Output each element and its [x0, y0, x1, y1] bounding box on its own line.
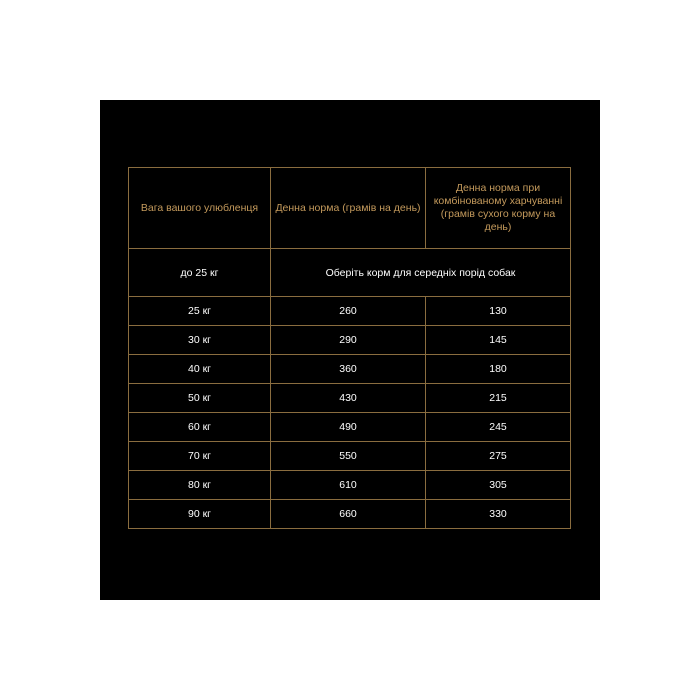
- header-row: [129, 168, 571, 249]
- weight-cell: 60 кг: [129, 413, 271, 442]
- table-row: [129, 326, 571, 355]
- weight-cell: 50 кг: [129, 384, 271, 413]
- combined-cell: 245: [426, 413, 571, 442]
- table-row: [129, 471, 571, 500]
- daily-cell: 550: [271, 442, 426, 471]
- weight-cell: 90 кг: [129, 500, 271, 529]
- table-row: [129, 297, 571, 326]
- daily-cell: 360: [271, 355, 426, 384]
- table-row: [129, 384, 571, 413]
- table-row: [129, 355, 571, 384]
- daily-cell: 260: [271, 297, 426, 326]
- note-row: [129, 249, 571, 297]
- daily-cell: 490: [271, 413, 426, 442]
- combined-cell: 180: [426, 355, 571, 384]
- header-daily: Денна норма (грамів на день): [271, 168, 426, 249]
- combined-cell: 215: [426, 384, 571, 413]
- combined-cell: 145: [426, 326, 571, 355]
- weight-cell: 80 кг: [129, 471, 271, 500]
- note-weight: до 25 кг: [129, 249, 271, 297]
- weight-cell: 30 кг: [129, 326, 271, 355]
- daily-cell: 610: [271, 471, 426, 500]
- table-row: [129, 442, 571, 471]
- combined-cell: 275: [426, 442, 571, 471]
- table-row: [129, 500, 571, 529]
- combined-cell: 130: [426, 297, 571, 326]
- feeding-panel: [100, 100, 600, 600]
- table-row: [129, 413, 571, 442]
- note-text: Оберіть корм для середніх порід собак: [271, 249, 571, 297]
- daily-cell: 290: [271, 326, 426, 355]
- daily-cell: 660: [271, 500, 426, 529]
- weight-cell: 70 кг: [129, 442, 271, 471]
- header-weight: Вага вашого улюбленця: [129, 168, 271, 249]
- daily-cell: 430: [271, 384, 426, 413]
- combined-cell: 330: [426, 500, 571, 529]
- weight-cell: 25 кг: [129, 297, 271, 326]
- feeding-table: [128, 167, 571, 529]
- header-combined: Денна норма при комбінованому харчуванні (грамів сухого корму на день): [426, 168, 571, 249]
- weight-cell: 40 кг: [129, 355, 271, 384]
- combined-cell: 305: [426, 471, 571, 500]
